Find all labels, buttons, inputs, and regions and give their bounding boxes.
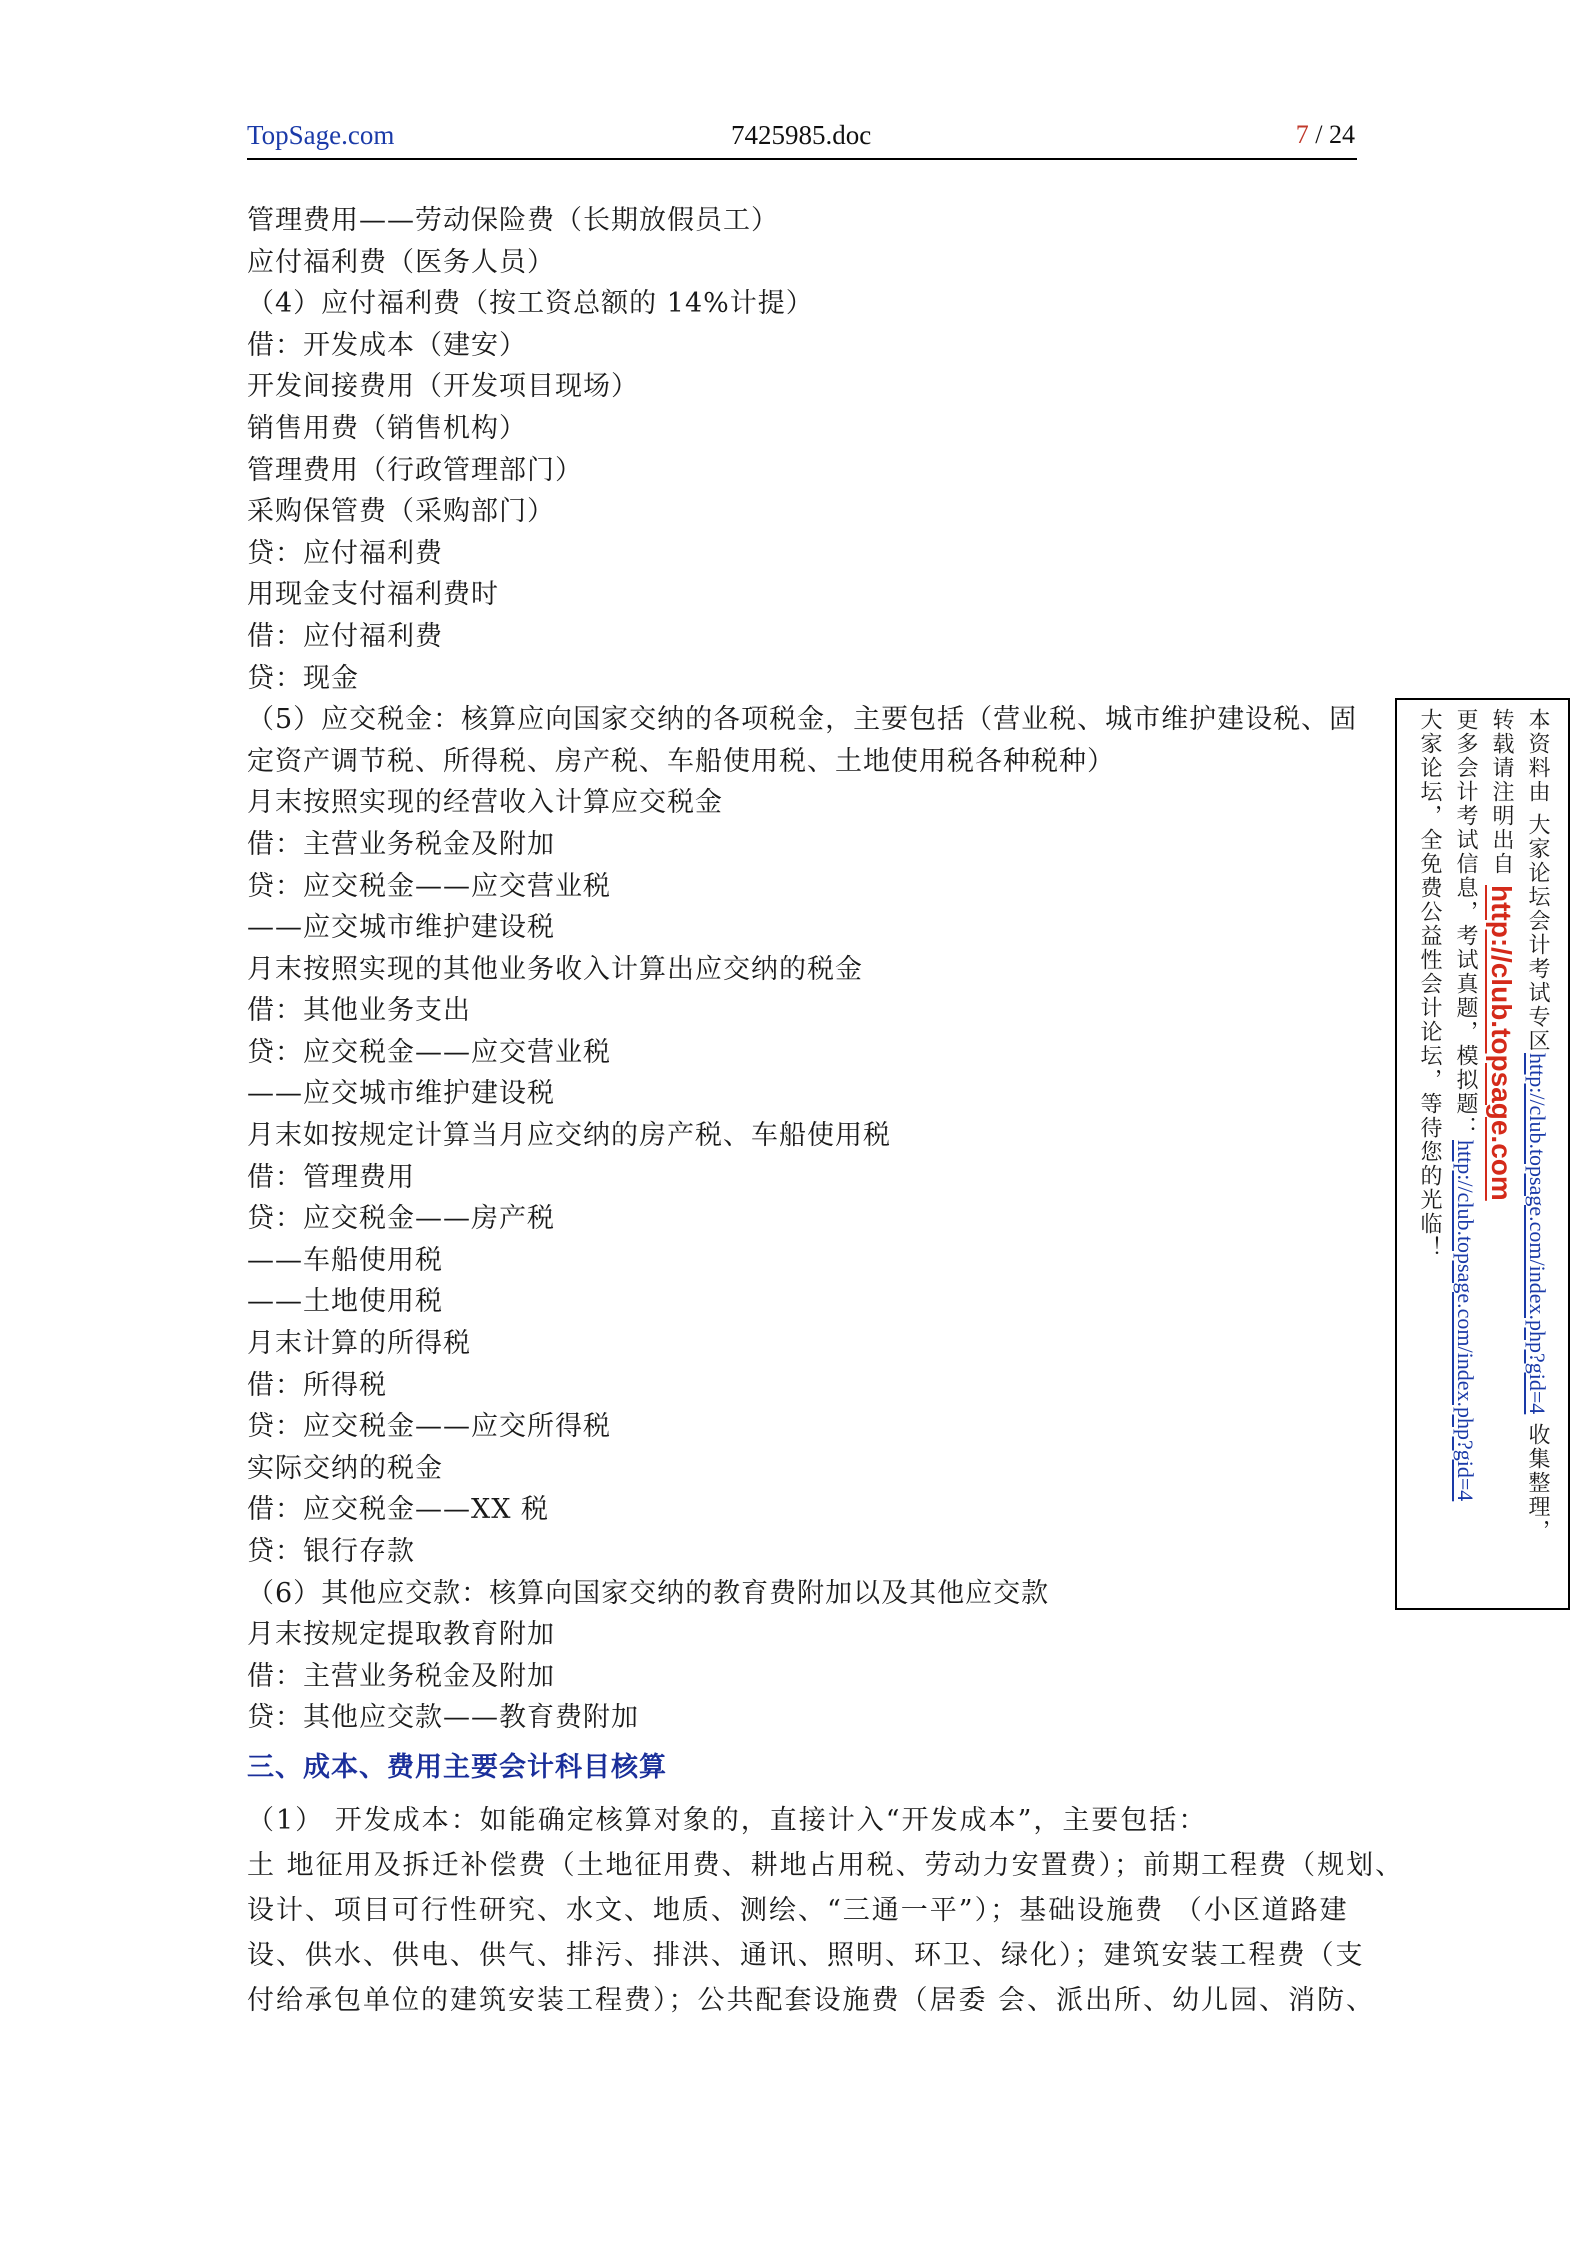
total-pages: 24 (1329, 120, 1355, 149)
text-line: 管理费用（行政管理部门） (247, 454, 583, 486)
sidebar-source-text: 本资料由 大家论坛会计考试专区 (1525, 708, 1550, 1053)
text-line: 实际交纳的税金 (247, 1452, 443, 1484)
text-line: 采购保管费（采购部门） (247, 496, 555, 528)
text-line: 借：其他业务支出 (247, 995, 471, 1027)
current-page-number: 7 (1295, 120, 1309, 149)
page-indicator (1296, 120, 1355, 150)
text-line: 贷：其他应交款——教育费附加 (247, 1702, 639, 1734)
text-line: 应付福利费（医务人员） (247, 246, 555, 278)
text-line: 贷：银行存款 (247, 1536, 415, 1567)
text-line: 借：开发成本（建安） (247, 329, 527, 361)
cost-paragraph (247, 1798, 1405, 2023)
site-name-link[interactable]: TopSage.com (247, 120, 395, 150)
sidebar-repost-text: 转载请注明出自 (1489, 708, 1514, 885)
text-line: 贷：应交税金——房产税 (247, 1203, 555, 1235)
text-line: ——车船使用税 (247, 1244, 443, 1276)
sidebar-club-link[interactable]: http://club.topsage.com (1486, 885, 1517, 1201)
body-text (247, 200, 1358, 1739)
paragraph-line: 付给承包单位的建筑安装工程费）；公共配套设施费（居委 会、派出所、幼儿园、消防、 (247, 1985, 1376, 2016)
page-separator: / (1308, 120, 1329, 149)
text-line: 开发间接费用（开发项目现场） (247, 371, 639, 403)
text-line: 贷：应交税金——应交营业税 (247, 870, 611, 902)
text-line: 月末计算的所得税 (247, 1328, 471, 1360)
text-line: （5）应交税金：核算应向国家交纳的各项税金，主要包括（营业税、城市维护建设税、固 (247, 704, 1358, 736)
sidebar-collected-text: 收集整理， (1525, 1414, 1550, 1544)
text-line: 用现金支付福利费时 (247, 579, 499, 611)
text-line: 借：应交税金——XX 税 (247, 1494, 550, 1526)
text-line: 月末按照实现的其他业务收入计算出应交纳的税金 (247, 953, 863, 985)
page-header (247, 118, 1357, 160)
paragraph-line: （1） 开发成本：如能确定核算对象的，直接计入“开发成本”，主要包括： (247, 1805, 1208, 1836)
section-heading: 三、成本、费用主要会计科目核算 (247, 1752, 667, 1783)
text-line: ——应交城市维护建设税 (247, 912, 555, 944)
text-line: 借：主营业务税金及附加 (247, 1660, 555, 1692)
text-line: 贷：应交税金——应交所得税 (247, 1411, 611, 1443)
text-line: 贷：现金 (247, 662, 359, 694)
text-line: 借：管理费用 (247, 1161, 415, 1193)
text-line: 借：应付福利费 (247, 620, 443, 652)
document-filename: 7425985.doc (731, 120, 872, 150)
sidebar-column-1 (1523, 708, 1551, 1543)
text-line: 月末按照实现的经营收入计算应交税金 (247, 787, 723, 819)
text-line: 贷：应付福利费 (247, 537, 443, 569)
text-line: ——土地使用税 (247, 1286, 443, 1318)
text-line: 月末按规定提取教育附加 (247, 1619, 555, 1651)
text-line: 管理费用——劳动保险费（长期放假员工） (247, 205, 779, 236)
text-line: ——应交城市维护建设税 (247, 1078, 555, 1110)
text-line: 销售用费（销售机构） (247, 412, 527, 444)
paragraph-line: 土 地征用及拆迁补偿费（土地征用费、耕地占用税、劳动力安置费）；前期工程费（规划、 (247, 1850, 1405, 1881)
text-line: 借：主营业务税金及附加 (247, 828, 555, 860)
sidebar-forum-link[interactable]: http://club.topsage.com/index.php?gid=4 (1525, 1053, 1550, 1415)
paragraph-line: 设、供水、供电、供气、排污、排洪、通讯、照明、环卫、绿化）；建筑安装工程费（支 (247, 1940, 1365, 1971)
text-line: 月末如按规定计算当月应交纳的房产税、车船使用税 (247, 1120, 891, 1152)
text-line: （4）应付福利费（按工资总额的 14%计提） (247, 288, 814, 320)
text-line: 贷：应交税金——应交营业税 (247, 1036, 611, 1068)
sidebar-more-info-text: 更多会计考试信息，考试真题，模拟题： (1453, 708, 1478, 1140)
sidebar-column-2 (1487, 708, 1515, 1201)
sidebar-notice-box (1395, 698, 1570, 1610)
text-line: （6）其他应交款：核算向国家交纳的教育费附加以及其他应交款 (247, 1577, 1050, 1609)
sidebar-exam-link[interactable]: http://club.topsage.com/index.php?gid=4 (1453, 1140, 1478, 1502)
text-line: 定资产调节税、所得税、房产税、车船使用税、土地使用税各种税种） (247, 745, 1115, 777)
paragraph-line: 设计、项目可行性研究、水文、地质、测绘、“三通一平”）；基础设施费 （小区道路建 (247, 1895, 1349, 1926)
sidebar-column-3 (1451, 708, 1479, 1501)
text-line: 借：所得税 (247, 1369, 387, 1401)
sidebar-column-4: 大家论坛，全免费公益性会计论坛，等待您的光临！ (1417, 708, 1442, 1260)
